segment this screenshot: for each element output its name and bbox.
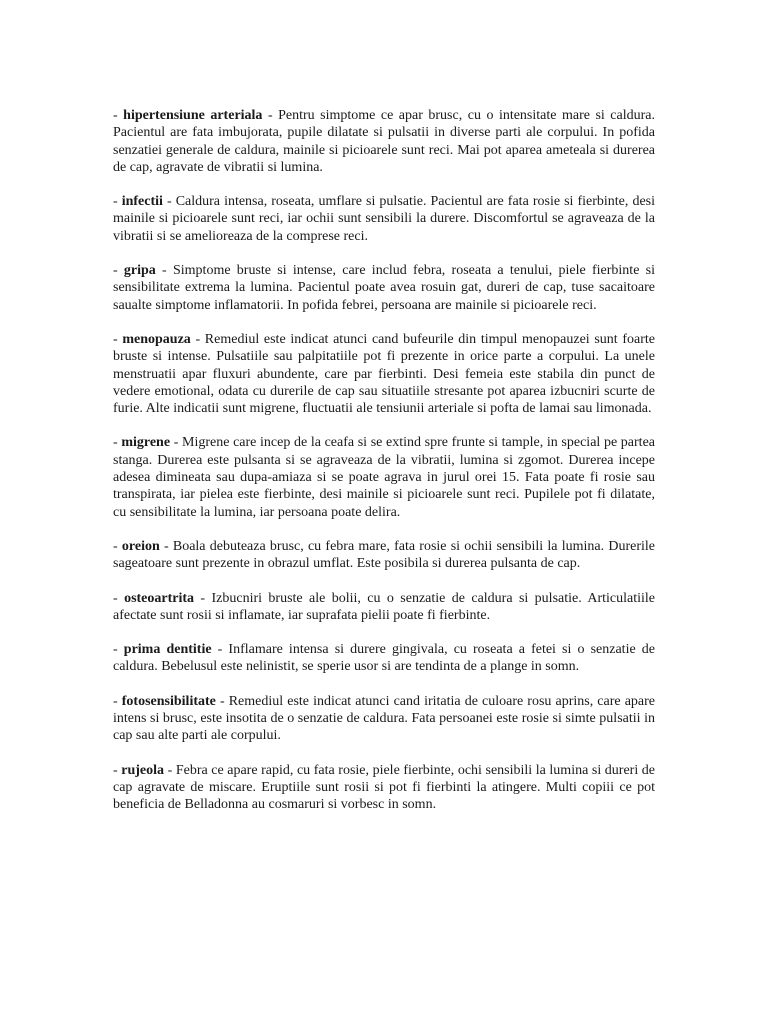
entry-description: Pentru simptome ce apar brusc, cu o intensitate mare si caldura. Pacientul are fata imbujorata, pupile dilatate si pulsatii in diverse parti ale corpului. In pofida senzatiei generale de caldura, mainile si picioarele sunt reci. Mai pot aparea ameteala si durerea de cap, agravate de vibratii si lumina.: [113, 108, 655, 175]
entry-paragraph: [113, 107, 655, 176]
entry-description: Febra ce apare rapid, cu fata rosie, piele fierbinte, ochi sensibili la lumina si dureri de cap agravate de miscare. Eruptiile sunt rosii si pot fi fierbinti la atingere. Multi copiii ce pot beneficia de Belladonna au cosmaruri si vorbesc in somn.: [113, 762, 655, 813]
entry-paragraph: [113, 434, 655, 520]
entry-separator: -: [194, 590, 212, 606]
entry-term: fotosensibilitate: [121, 693, 216, 709]
entry-separator: -: [155, 263, 173, 279]
entry-term: prima dentitie: [123, 642, 212, 658]
entry-term: rujeola: [121, 762, 164, 778]
entry-separator: -: [215, 693, 229, 709]
entry-term: oreion: [121, 538, 160, 554]
entry-dash: -: [113, 435, 122, 451]
entry-dash: -: [113, 642, 124, 658]
entry-dash: -: [113, 108, 124, 123]
entry-dash: -: [113, 263, 124, 279]
entry-paragraph: [113, 193, 655, 245]
entry-paragraph: [113, 693, 655, 745]
entry-paragraph: [113, 590, 655, 625]
entry-separator: -: [211, 642, 229, 658]
entry-separator: -: [159, 538, 173, 554]
entry-term: infectii: [121, 194, 163, 210]
entry-term: osteoartrita: [124, 590, 195, 606]
entry-dash: -: [113, 590, 125, 606]
entry-description: Migrene care incep de la ceafa si se extind spre frunte si tample, in special pe partea stanga. Durerea este pulsanta si se agraveaza de la vibratii, lumina si zgomot. Durerea incepe adesea dimineata sau dupa-amiaza si se poate agrava in jurul orei 15. Fata poate fi rosie sau transpirata, iar pielea este fierbinte, desi mainile si picioarele sunt reci. Pupilele pot fi dilatate, cu sensibilitate la lumina, iar persoana poate delira.: [113, 435, 655, 520]
entry-separator: -: [170, 435, 182, 451]
entry-description: Simptome bruste si intense, care includ febra, roseata a tenului, piele fierbinte si sensibilitate extrema la lumina. Pacientul poate avea rosuin gat, dureri de cap, tuse sacaitoare saualte simptome inflamatorii. In pofida febrei, persoana are mainile si picioarele reci.: [113, 263, 655, 313]
entry-dash: -: [113, 762, 122, 778]
entry-paragraph: [113, 262, 655, 314]
entry-term: hipertensiune arteriala: [123, 108, 263, 123]
entry-term: menopauza: [122, 331, 191, 347]
entry-term: gripa: [123, 263, 156, 279]
entry-description: Inflamare intensa si durere gingivala, cu roseata a fetei si o senzatie de caldura. Bebelusul este nelinistit, se sperie usor si are tendinta de a plange in somn.: [113, 642, 655, 675]
entry-separator: -: [262, 108, 279, 123]
entry-description: Caldura intensa, roseata, umflare si pulsatie. Pacientul are fata rosie si fierbinte, desi mainile si picioarele sunt reci, iar ochii sunt sensibili la durere. Discomfortul se agraveaza de la vibratii si se amelioreaza de la comprese reci.: [113, 194, 655, 244]
entry-description: Izbucniri bruste ale bolii, cu o senzatie de caldura si pulsatie. Articulatiile afectate sunt rosii si inflamate, iar suprafata pielii poate fi fierbinte.: [113, 590, 655, 623]
entry-separator: -: [164, 762, 176, 778]
entry-dash: -: [113, 331, 123, 347]
entry-dash: -: [113, 194, 122, 210]
entry-paragraph: [113, 641, 655, 676]
entry-paragraph: [113, 331, 655, 417]
entry-term: migrene: [121, 435, 171, 451]
entry-paragraph: [113, 762, 655, 814]
entry-separator: -: [162, 194, 176, 210]
entry-dash: -: [113, 538, 122, 554]
entry-description: Boala debuteaza brusc, cu febra mare, fata rosie si ochii sensibili la lumina. Durerile sageatoare sunt prezente in obrazul umflat. Este posibila si durerea pulsanta de cap.: [113, 538, 655, 572]
entry-description: Remediul este indicat atunci cand bufeurile din timpul menopauzei sunt foarte bruste si intense. Pulsatiile sau palpitatiile pot fi prezente in orice parte a corpului. La unele menstruatii apar fluxuri abundente, care par fierbinti. Desi femeia este stabila din punct de vedere emotional, odata cu durerile de cap sau situatiile stresante pot aparea izbucniri scurte de furie. Alte indicatii sunt migrene, fluctuatii ale tensiunii arteriale si pofta de lamai sau limonada.: [113, 331, 655, 417]
entry-dash: -: [113, 693, 122, 709]
entry-description: Remediul este indicat atunci cand iritatia de culoare rosu aprins, care apare intens si brusc, este insotita de o senzatie de caldura. Fata persoanei este rosie si simte pulsatii in cap sau alte parti ale corpului.: [113, 693, 655, 744]
entry-paragraph: [113, 538, 655, 573]
document-body: [113, 107, 655, 831]
entry-separator: -: [190, 331, 205, 347]
